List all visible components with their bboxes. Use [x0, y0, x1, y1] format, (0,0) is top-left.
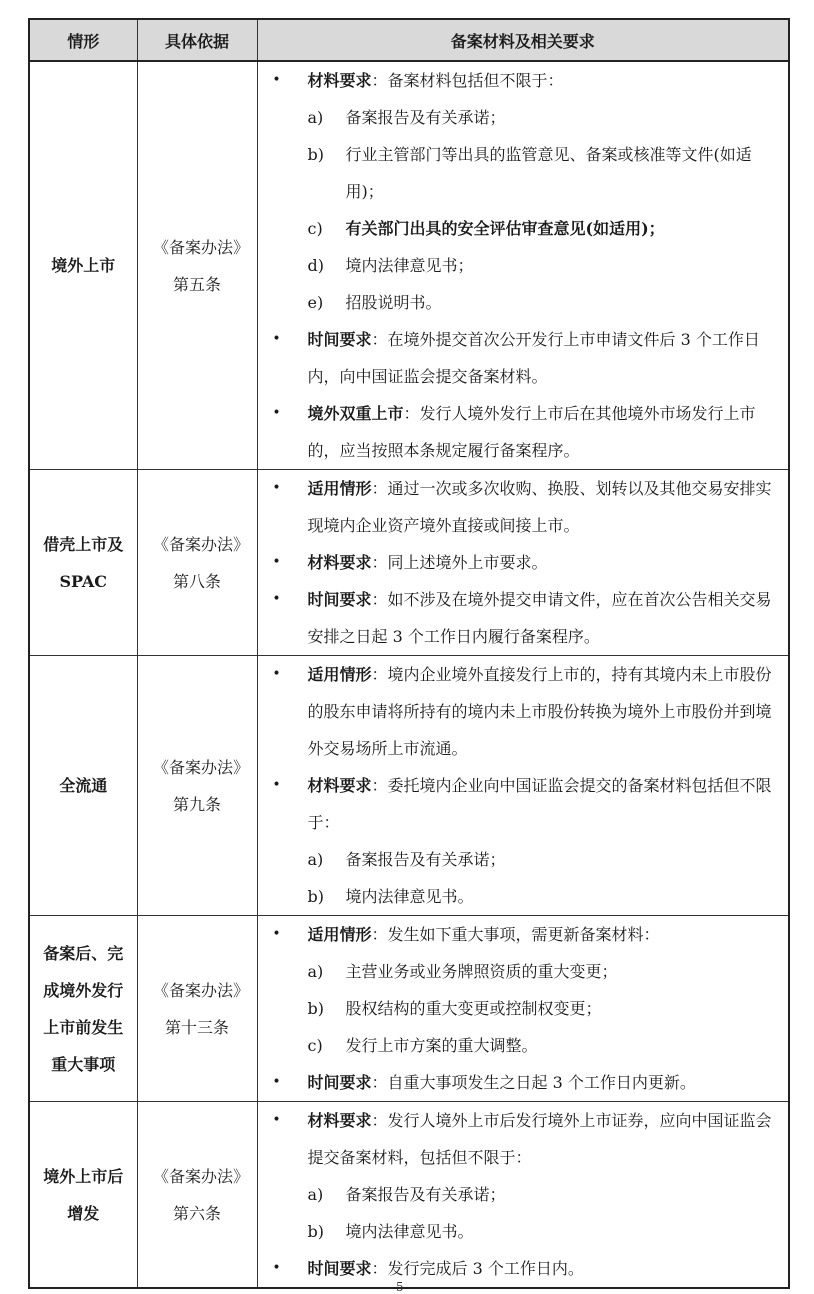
requirement-label: 时间要求: [307, 1073, 372, 1092]
header-situation: 情形: [29, 19, 137, 61]
requirement-item: [262, 395, 779, 469]
bullet-icon: •: [272, 405, 281, 421]
bullet-icon: •: [272, 1112, 281, 1128]
bullet-icon: •: [272, 72, 281, 88]
requirement-list: [262, 62, 779, 469]
header-requirements: 备案材料及相关要求: [257, 19, 789, 61]
requirement-text: ：发行人境外发行上市后在其他境外市场发行上市的，应当按照本条规定履行备案程序。: [307, 404, 756, 460]
sub-item-text: 境内法律意见书。: [345, 1222, 474, 1241]
requirement-item: [262, 767, 779, 915]
row-requirements: [257, 1102, 789, 1289]
sub-item-list: [308, 1176, 779, 1250]
requirement-item: [262, 1250, 779, 1287]
row-situation: 境外上市: [29, 61, 137, 470]
requirement-label: 时间要求: [307, 590, 372, 609]
bullet-icon: •: [272, 480, 281, 496]
requirement-label: 适用情形: [307, 479, 372, 498]
requirement-item: [262, 62, 779, 321]
row-legal-basis: 《备案办法》第十三条: [137, 916, 257, 1102]
sub-item-text: 备案报告及有关承诺；: [345, 1185, 506, 1204]
requirement-label: 材料要求: [307, 1111, 372, 1130]
bullet-icon: •: [272, 1074, 281, 1090]
sub-item: [308, 878, 779, 915]
requirement-item: [262, 1064, 779, 1101]
requirement-label: 时间要求: [307, 330, 372, 349]
sub-item-marker: b): [307, 999, 324, 1018]
bullet-icon: •: [272, 777, 281, 793]
sub-item-text: 发行上市方案的重大调整。: [345, 1036, 538, 1055]
header-basis: 具体依据: [137, 19, 257, 61]
table-row: [29, 1102, 789, 1289]
sub-item: [308, 99, 779, 136]
row-requirements: [257, 470, 789, 656]
requirement-item: [262, 544, 779, 581]
sub-item: [308, 284, 779, 321]
sub-item-marker: a): [307, 108, 324, 127]
filing-requirements-table: [28, 18, 790, 1289]
requirement-text: ：备案材料包括但不限于：: [371, 71, 564, 90]
sub-item-marker: b): [307, 1222, 324, 1241]
sub-item: [308, 841, 779, 878]
requirement-label: 适用情形: [307, 665, 372, 684]
sub-item-list: [308, 99, 779, 321]
table-row: [29, 656, 789, 916]
table-row: [29, 916, 789, 1102]
bullet-icon: •: [272, 1260, 281, 1276]
sub-item-text: 主营业务或业务牌照资质的重大变更；: [345, 962, 618, 981]
requirement-label: 材料要求: [307, 776, 372, 795]
bullet-icon: •: [272, 554, 281, 570]
requirement-text: ：在境外提交首次公开发行上市申请文件后 3 个工作日内，向中国证监会提交备案材料。: [307, 330, 760, 386]
row-requirements: [257, 656, 789, 916]
requirement-item: [262, 470, 779, 544]
bullet-icon: •: [272, 666, 281, 682]
requirement-text: ：境内企业境外直接发行上市的，持有其境内未上市股份的股东申请将所持有的境内未上市股份转换为境外上市股份并到境外交易场所上市流通。: [307, 665, 772, 758]
row-situation: 全流通: [29, 656, 137, 916]
row-legal-basis: 《备案办法》第八条: [137, 470, 257, 656]
sub-item: [308, 136, 779, 210]
sub-item-marker: a): [307, 850, 324, 869]
requirement-text: ：发生如下重大事项，需更新备案材料：: [371, 925, 660, 944]
requirement-label: 材料要求: [307, 71, 372, 90]
bullet-icon: •: [272, 331, 281, 347]
sub-item-list: [308, 841, 779, 915]
row-situation: 备案后、完成境外发行上市前发生重大事项: [29, 916, 137, 1102]
requirement-item: [262, 1102, 779, 1250]
table-header-row: [29, 19, 789, 61]
sub-item: [308, 1213, 779, 1250]
requirement-text: ：同上述境外上市要求。: [371, 553, 548, 572]
sub-item-text: 股权结构的重大变更或控制权变更；: [345, 999, 602, 1018]
row-situation: 境外上市后增发: [29, 1102, 137, 1289]
row-requirements: [257, 61, 789, 470]
requirement-item: [262, 916, 779, 1064]
sub-item-marker: e): [307, 293, 324, 312]
bullet-icon: •: [272, 591, 281, 607]
row-situation: 借壳上市及 SPAC: [29, 470, 137, 656]
row-legal-basis: 《备案办法》第六条: [137, 1102, 257, 1289]
requirement-list: [262, 916, 779, 1101]
requirement-list: [262, 656, 779, 915]
requirement-text: ：通过一次或多次收购、换股、划转以及其他交易安排实现境内企业资产境外直接或间接上市。: [307, 479, 772, 535]
sub-item: [308, 953, 779, 990]
row-requirements: [257, 916, 789, 1102]
requirement-label: 材料要求: [307, 553, 372, 572]
sub-item-marker: c): [307, 1036, 323, 1055]
requirement-text: ：如不涉及在境外提交申请文件，应在首次公告相关交易安排之日起 3 个工作日内履行备案程序。: [307, 590, 772, 646]
sub-item-text: 有关部门出具的安全评估审查意见(如适用)；: [345, 219, 665, 238]
requirement-list: [262, 1102, 779, 1287]
sub-item-marker: c): [307, 219, 323, 238]
sub-item-text: 行业主管部门等出具的监管意见、备案或核准等文件(如适用)；: [345, 145, 752, 201]
bullet-icon: •: [272, 926, 281, 942]
requirement-text: ：发行人境外上市后发行境外上市证券，应向中国证监会提交备案材料，包括但不限于：: [307, 1111, 772, 1167]
sub-item-marker: a): [307, 1185, 324, 1204]
requirement-label: 时间要求: [307, 1259, 372, 1278]
page-number: 5: [396, 1280, 404, 1294]
sub-item-marker: b): [307, 887, 324, 906]
sub-item-text: 备案报告及有关承诺；: [345, 850, 506, 869]
sub-item: [308, 247, 779, 284]
sub-item: [308, 1027, 779, 1064]
sub-item-text: 境内法律意见书。: [345, 887, 474, 906]
sub-item: [308, 1176, 779, 1213]
sub-item: [308, 990, 779, 1027]
sub-item-marker: a): [307, 962, 324, 981]
requirement-list: [262, 470, 779, 655]
requirement-text: ：委托境内企业向中国证监会提交的备案材料包括但不限于：: [307, 776, 772, 832]
requirement-label: 适用情形: [307, 925, 372, 944]
requirement-text: ：自重大事项发生之日起 3 个工作日内更新。: [371, 1073, 696, 1092]
requirement-text: ：发行完成后 3 个工作日内。: [371, 1259, 584, 1278]
sub-item-text: 备案报告及有关承诺；: [345, 108, 506, 127]
sub-item: [308, 210, 779, 247]
sub-item-list: [308, 953, 779, 1064]
table-row: [29, 61, 789, 470]
table-row: [29, 470, 789, 656]
sub-item-marker: d): [307, 256, 324, 275]
row-legal-basis: 《备案办法》第九条: [137, 656, 257, 916]
sub-item-marker: b): [307, 145, 324, 164]
sub-item-text: 招股说明书。: [345, 293, 442, 312]
requirement-item: [262, 656, 779, 767]
requirement-item: [262, 581, 779, 655]
row-legal-basis: 《备案办法》第五条: [137, 61, 257, 470]
sub-item-text: 境内法律意见书；: [345, 256, 474, 275]
requirement-label: 境外双重上市: [307, 404, 404, 423]
requirement-item: [262, 321, 779, 395]
